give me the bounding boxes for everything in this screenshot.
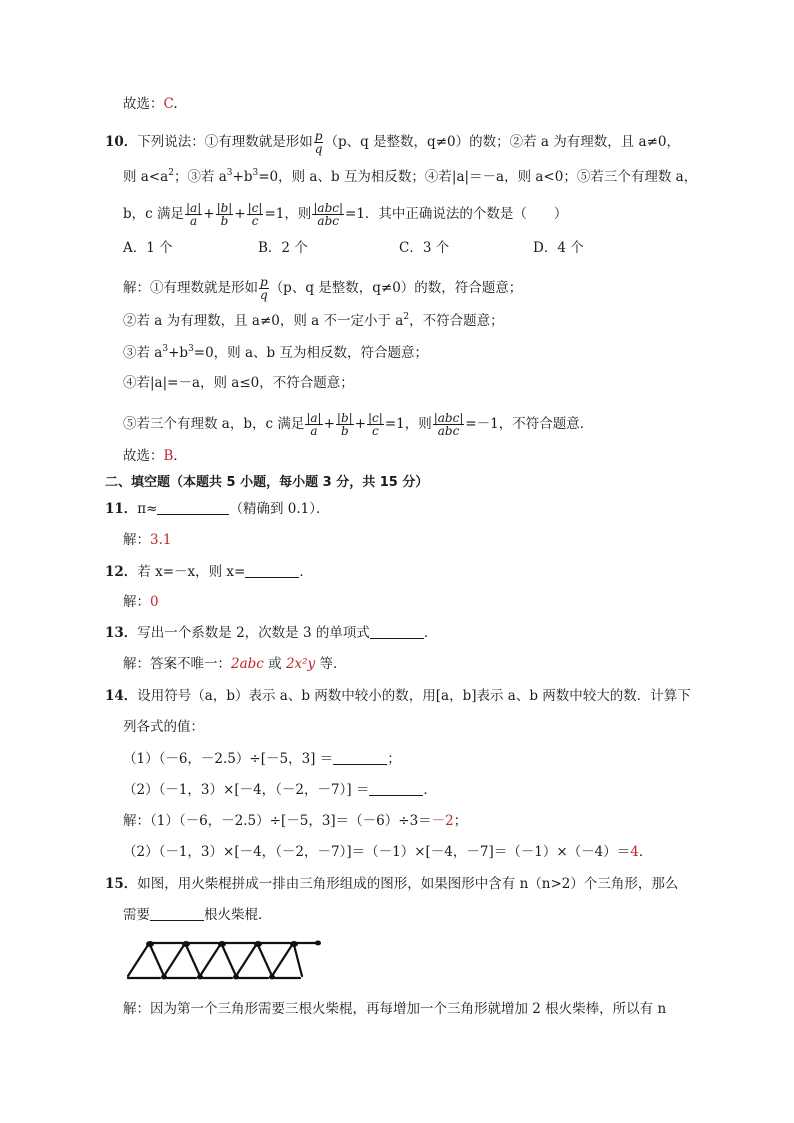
text: 若 x=－x，则 x=	[137, 564, 246, 580]
answer-blank	[369, 781, 423, 796]
question-number: 13．	[105, 625, 138, 641]
plus: +	[354, 416, 366, 432]
text: 根火柴棍．	[204, 907, 272, 923]
text: =1，则	[384, 416, 432, 432]
exp: 2	[168, 168, 174, 178]
text: ；	[387, 751, 401, 767]
question-number: 12．	[105, 564, 138, 580]
text: ⑤若三个有理数 a，b，c 满足	[123, 416, 305, 432]
text: π≈	[137, 501, 158, 517]
text: （p、q 是整数，q≠0）的数，符合题意；	[269, 280, 523, 296]
numerator: p	[260, 275, 268, 289]
text: （精确到 0.1）．	[229, 501, 330, 517]
text: ；③若 a	[173, 169, 227, 185]
numerator: |b|	[216, 201, 233, 215]
fraction-a	[305, 412, 322, 437]
fraction-abc	[312, 202, 344, 227]
answer-label: 故选：	[123, 96, 164, 112]
plus: +	[203, 206, 215, 222]
answer-line-10	[123, 447, 187, 465]
solution-10-line-1	[123, 276, 522, 301]
numerator: |c|	[368, 411, 383, 425]
solution-value: －2	[431, 813, 454, 829]
question-number: 11．	[105, 501, 138, 517]
numerator: |abc|	[433, 411, 464, 425]
solution-13	[123, 655, 346, 673]
text: =1．其中正确说法的个数是（ ）	[345, 206, 568, 222]
fraction-b	[336, 412, 354, 437]
question-number: 10．	[105, 134, 138, 150]
answer-blank	[157, 500, 229, 515]
text: （1）（－6，－2.5）÷[－5，3] ＝	[123, 751, 334, 767]
text: ．	[423, 625, 438, 641]
solution-10-line-2	[123, 312, 504, 330]
section-heading	[105, 474, 428, 492]
question-10-line-3	[123, 202, 567, 227]
text: +b	[168, 345, 189, 361]
denominator: b	[220, 214, 229, 228]
solution-value: 4	[630, 844, 639, 860]
numerator: |c|	[247, 201, 263, 215]
punct: .	[173, 96, 178, 112]
solution-label: 解：答案不唯一：	[123, 656, 231, 672]
text: ③若 a	[123, 345, 163, 361]
text: 解：（1）（－6，－2.5）÷[－5，3]＝（－6）÷3＝	[123, 813, 432, 829]
exp: 3	[162, 344, 169, 354]
text: 写出一个系数是 2，次数是 3 的单项式	[137, 625, 370, 641]
denominator: a	[310, 424, 318, 438]
denominator: q	[260, 288, 268, 302]
text: 则 a<a	[123, 169, 169, 185]
solution-11	[123, 531, 171, 549]
answer-blank	[333, 750, 387, 765]
question-10-line-1	[105, 130, 680, 155]
option-d: D．4 个	[533, 240, 584, 256]
solution-label: 解：	[123, 532, 150, 548]
question-14-part-1	[123, 750, 401, 768]
text: 设用符号（a，b）表示 a、b 两数中较小的数，用[a，b]表示 a、b 两数中较大的数．计算下	[137, 688, 691, 704]
answer-blank	[245, 563, 299, 578]
exp: 3	[188, 344, 194, 354]
denominator: abc	[437, 424, 460, 438]
answer-line-9	[123, 95, 178, 113]
numerator: p	[314, 129, 323, 143]
text: 列各式的值：	[123, 719, 204, 735]
text: ；	[453, 813, 468, 829]
numerator: |abc|	[313, 201, 344, 215]
text: =－1，不符合题意．	[465, 416, 594, 432]
solution-14-line-1	[123, 812, 467, 830]
numerator: |b|	[336, 411, 353, 425]
solution-value: 3.1	[150, 532, 172, 548]
text: +b	[232, 169, 253, 185]
exp: 3	[226, 168, 233, 178]
exp: 3	[252, 168, 259, 178]
punct: ．	[173, 448, 187, 464]
solution-value: 0	[150, 594, 159, 610]
solution-10-line-4	[123, 374, 354, 392]
fraction-p-over-q	[259, 276, 269, 301]
answer-blank	[370, 624, 424, 639]
text: ④若|a|=－a，则 a≤0，不符合题意；	[123, 375, 354, 391]
matchstick-triangles-figure	[122, 938, 322, 982]
plus: +	[323, 416, 335, 432]
text: =0，则 a、b 互为相反数；④若|a|＝－a，则 a<0；⑤若三个有理数 a，	[258, 169, 698, 185]
denominator: c	[251, 214, 259, 228]
option-b: B．2 个	[258, 240, 308, 256]
exp: 2	[403, 312, 410, 322]
text: 解：因为第一个三角形需要三根火柴棍，再每增加一个三角形就增加 2 根火柴棒，所以有 n	[123, 1001, 667, 1017]
question-12	[105, 563, 313, 581]
text: ．	[299, 564, 313, 580]
text: （2）（－1，3）×[－4，（－2，－7）]＝（－1）×[－4，－7]＝（－1）×（－4）＝	[123, 844, 631, 860]
answer-value: C	[163, 96, 174, 112]
fraction-c	[367, 412, 384, 437]
question-14-line-2	[123, 718, 204, 736]
solution-10-line-3	[123, 344, 428, 362]
solution-label: 解：	[123, 594, 150, 610]
answer-value: B	[163, 448, 174, 464]
text: 下列说法：①有理数就是形如	[137, 134, 313, 150]
question-10-line-2	[123, 168, 697, 186]
question-14-line-1	[105, 687, 691, 705]
question-number: 14．	[105, 688, 138, 704]
solution-10-line-5	[123, 412, 593, 437]
text: ．	[423, 782, 437, 798]
text: （2）（－1，3）×[－4，（－2，－7）] ＝	[123, 782, 370, 798]
text: 需要	[123, 907, 150, 923]
solution-12	[123, 593, 159, 611]
text: =0，则 a、b 互为相反数，符合题意；	[193, 345, 428, 361]
solution-value: 2x²y	[285, 656, 316, 672]
answer-blank	[150, 906, 204, 921]
question-number: 15．	[105, 876, 138, 892]
text: 如图，用火柴棍拼成一排由三角形组成的图形，如果图形中含有 n（n>2）个三角形，那么	[137, 876, 679, 892]
fraction-a	[185, 202, 202, 227]
text: 或	[263, 656, 286, 672]
plus: +	[234, 206, 246, 222]
denominator: c	[372, 424, 379, 438]
denominator: b	[340, 424, 349, 438]
option-a: A．1 个	[123, 240, 173, 256]
text: 等．	[315, 656, 347, 672]
text: =1，则	[264, 206, 312, 222]
text: ②若 a 为有理数，且 a≠0，则 a 不一定小于 a	[123, 313, 404, 329]
fraction-p-over-q	[314, 130, 324, 155]
solution-15-line-1	[123, 1000, 666, 1018]
solution-value: 2abc	[231, 656, 264, 672]
text: ．	[638, 844, 653, 860]
question-15-line-1	[105, 875, 678, 893]
text: 解：①有理数就是形如	[123, 280, 258, 296]
answer-label: 故选：	[123, 448, 164, 464]
question-11	[105, 500, 330, 518]
denominator: q	[314, 142, 323, 156]
denominator: abc	[317, 214, 339, 228]
question-14-part-2	[123, 781, 437, 799]
fraction-c	[247, 202, 264, 227]
option-c: C．3 个	[399, 240, 450, 256]
numerator: |a|	[186, 201, 202, 215]
question-15-line-2	[123, 906, 272, 924]
denominator: a	[190, 214, 198, 228]
solution-14-line-2	[123, 843, 652, 861]
section-title: 二、填空题（本题共 5 小题，每小题 3 分，共 15 分）	[105, 475, 429, 490]
text: b，c 满足	[123, 206, 184, 222]
numerator: |a|	[306, 411, 322, 425]
fraction-abc	[433, 412, 465, 437]
question-13	[105, 624, 437, 642]
fraction-b	[216, 202, 234, 227]
text: ，不符合题意；	[409, 313, 504, 329]
text: （p、q 是整数，q≠0）的数；②若 a 为有理数，且 a≠0，	[324, 134, 680, 150]
